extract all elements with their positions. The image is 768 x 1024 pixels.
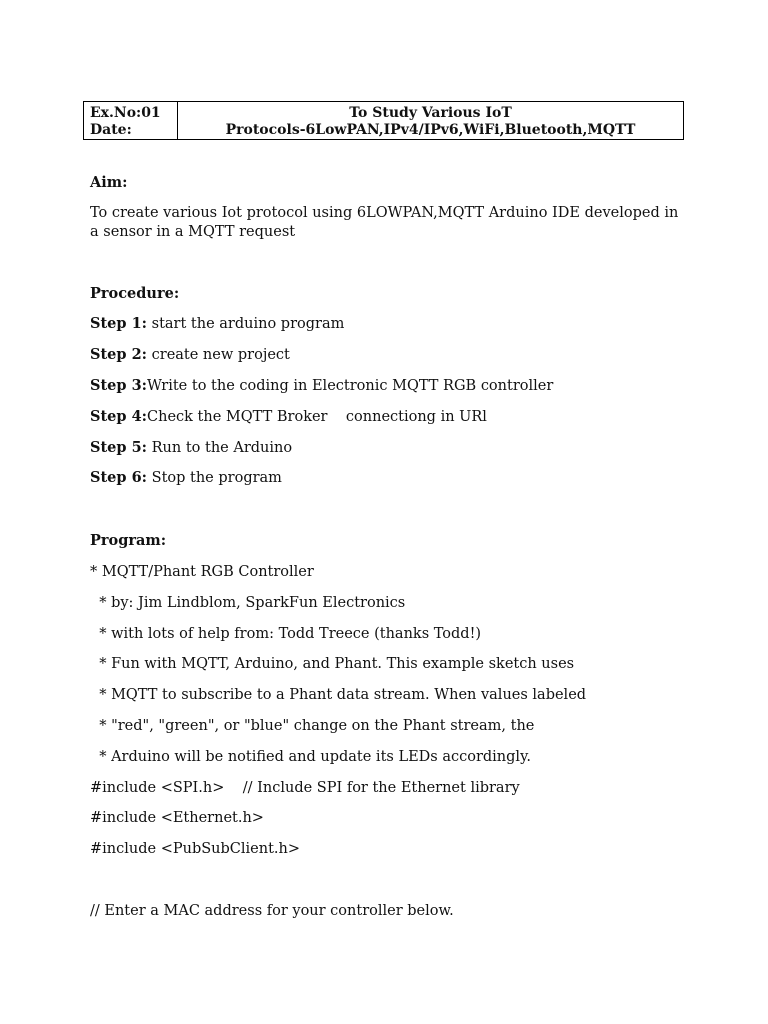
step-5 (90, 439, 292, 457)
code-line: * MQTT to subscribe to a Phant data stream. When values labeled (90, 687, 587, 703)
ex-no: Ex.No:01 (90, 105, 161, 121)
step-2 (90, 346, 290, 364)
procedure-heading: Procedure: (90, 285, 180, 302)
step-4 (90, 408, 487, 426)
header-table (83, 101, 684, 140)
step-1 (90, 315, 344, 333)
step-label: Step 6: (90, 469, 148, 486)
code-line: * by: Jim Lindblom, SparkFun Electronics (90, 595, 406, 611)
date-label: Date: (90, 122, 132, 138)
header-title-cell (178, 102, 683, 139)
code-line: * "red", "green", or "blue" change on the Phant stream, the (90, 718, 535, 734)
step-text: start the arduino program (147, 316, 345, 332)
aim-line2: a sensor in a MQTT request (90, 224, 296, 240)
step-3 (90, 377, 553, 395)
aim-line1: To create various Iot protocol using 6LOWPAN,MQTT Arduino IDE developed in (90, 205, 679, 221)
title-line1: To Study Various IoT (349, 105, 512, 121)
step-label: Step 5: (90, 439, 148, 456)
title-line2: Protocols-6LowPAN,IPv4/IPv6,WiFi,Bluetooth,MQTT (225, 122, 636, 138)
step-6 (90, 469, 282, 487)
code-line: #include <Ethernet.h> (90, 810, 264, 826)
code-line: * Fun with MQTT, Arduino, and Phant. This example sketch uses (90, 656, 575, 672)
code-line: * MQTT/Phant RGB Controller (90, 564, 314, 580)
code-line: * Arduino will be notified and update its LEDs accordingly. (90, 749, 531, 765)
program-heading: Program: (90, 532, 167, 549)
step-label: Step 3: (90, 377, 148, 394)
code-line: #include <PubSubClient.h> (90, 841, 300, 857)
step-text: create new project (147, 347, 290, 363)
step-text: Stop the program (147, 470, 282, 486)
step-text: Run to the Arduino (147, 440, 293, 456)
step-label: Step 1: (90, 315, 148, 332)
code-line: // Enter a MAC address for your controller below. (90, 903, 454, 919)
aim-heading: Aim: (90, 174, 128, 191)
step-text: Write to the coding in Electronic MQTT RGB controller (147, 378, 554, 394)
code-line: #include <SPI.h> // Include SPI for the Ethernet library (90, 780, 520, 796)
step-text: Check the MQTT Broker connectiong in URl (147, 409, 487, 425)
step-label: Step 2: (90, 346, 148, 363)
code-line: * with lots of help from: Todd Treece (thanks Todd!) (90, 626, 482, 642)
step-label: Step 4: (90, 408, 148, 425)
header-left-cell (84, 102, 178, 139)
